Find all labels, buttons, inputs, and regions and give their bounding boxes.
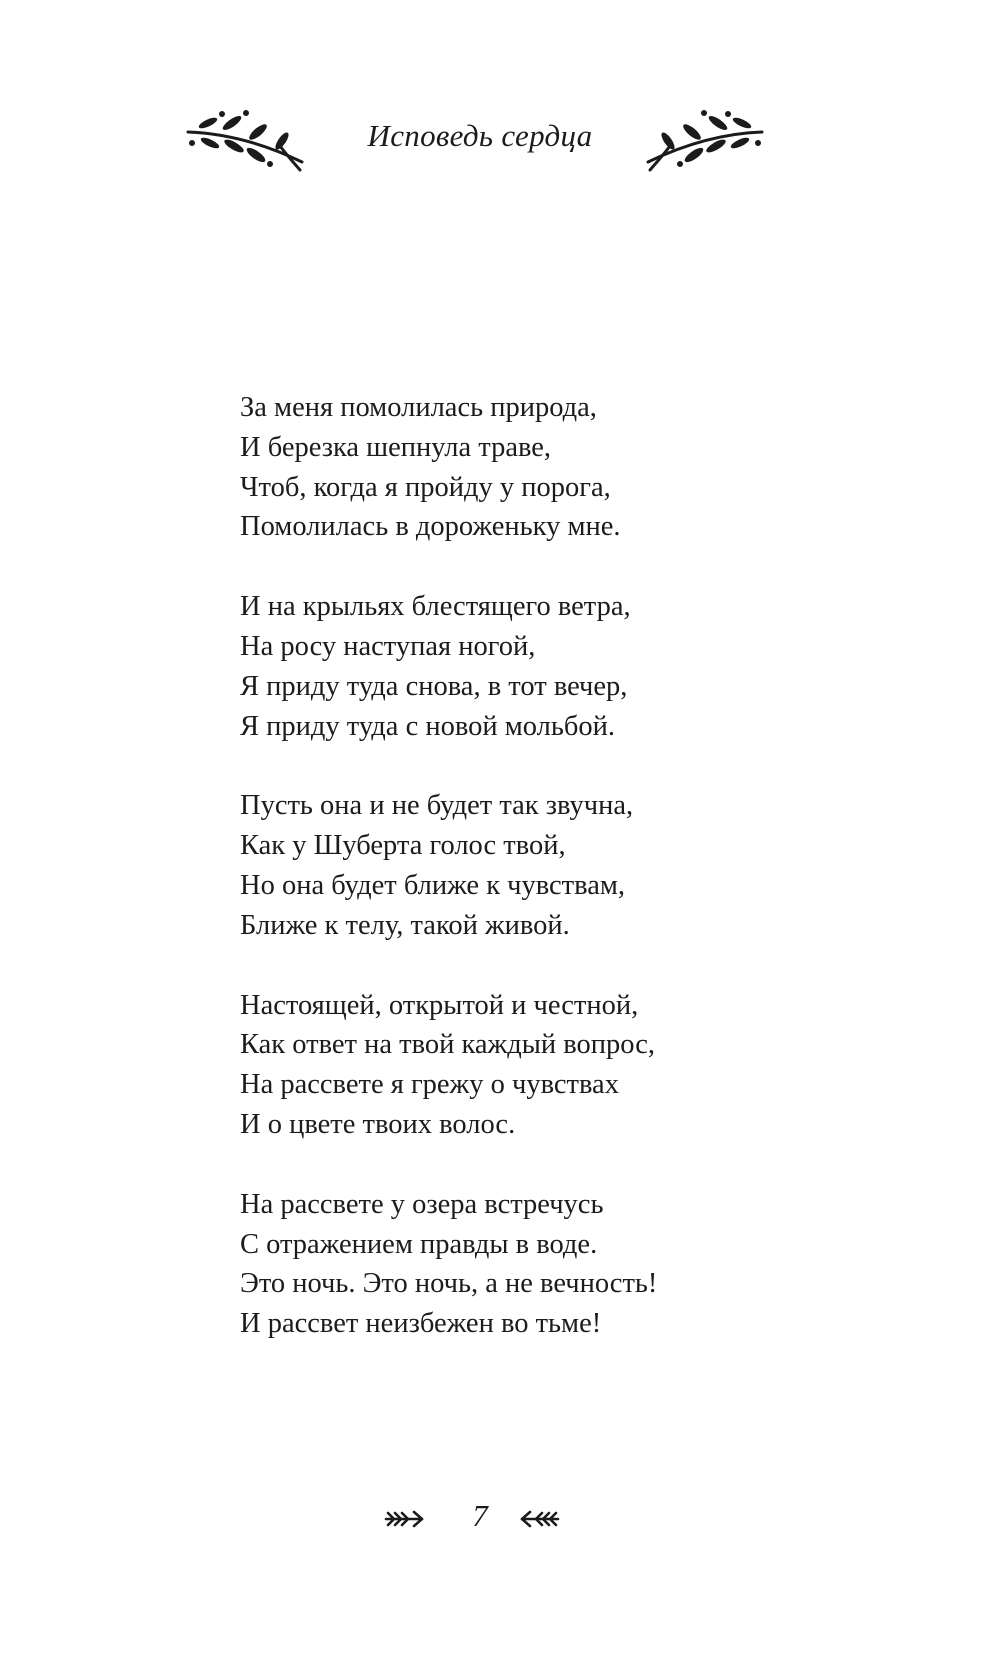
poem-line: Настоящей, открытой и честной,: [240, 989, 639, 1021]
laurel-branch-icon: [640, 108, 766, 178]
stanza: [240, 1185, 780, 1344]
poem-line: И рассвет неизбежен во тьме!: [240, 1308, 602, 1340]
running-header-title: Исповедь сердца: [367, 118, 593, 153]
poem-line: Это ночь. Это ночь, а не вечность!: [240, 1268, 658, 1300]
poem-line: Я приду туда с новой мольбой.: [240, 710, 615, 742]
arrow-feather-icon: [520, 1508, 560, 1530]
poem-line: За меня помолилась природа,: [240, 392, 597, 423]
poem-line: Как ответ на твой каждый вопрос,: [240, 1029, 656, 1061]
poem-line: И на крыльях блестящего ветра,: [240, 591, 631, 623]
poem-line: Но она будет ближе к чувствам,: [240, 869, 626, 901]
poem-body: [240, 388, 780, 1384]
poem-line: И березка шепнула траве,: [240, 431, 552, 463]
poem-line: На рассвете я грежу о чувствах: [240, 1069, 619, 1101]
poem-line: Я приду туда снова, в тот вечер,: [240, 670, 628, 702]
poem-line: На рассвете у озера встречусь: [240, 1188, 604, 1220]
poem-line: Как у Шуберта голос твой,: [240, 830, 566, 862]
laurel-branch-icon: [184, 108, 310, 178]
stanza: [240, 587, 780, 746]
poem-line: Помолилась в дороженьку мне.: [240, 511, 621, 543]
poem-line: На росу наступая ногой,: [240, 630, 536, 662]
poem-line: Ближе к телу, такой живой.: [240, 909, 570, 941]
stanza: [240, 986, 780, 1145]
stanza: [240, 786, 780, 945]
stanza: [240, 388, 780, 547]
running-header: [0, 108, 1000, 178]
arrow-feather-icon: [384, 1508, 424, 1530]
poem-line: Пусть она и не будет так звучна,: [240, 790, 634, 822]
page-number: 7: [472, 1498, 488, 1533]
page-footer: [0, 1498, 1000, 1542]
poem-line: Чтоб, когда я пройду у порога,: [240, 471, 611, 503]
poem-line: С отражением правды в воде.: [240, 1228, 598, 1260]
poem-line: И о цвете твоих волос.: [240, 1108, 516, 1140]
